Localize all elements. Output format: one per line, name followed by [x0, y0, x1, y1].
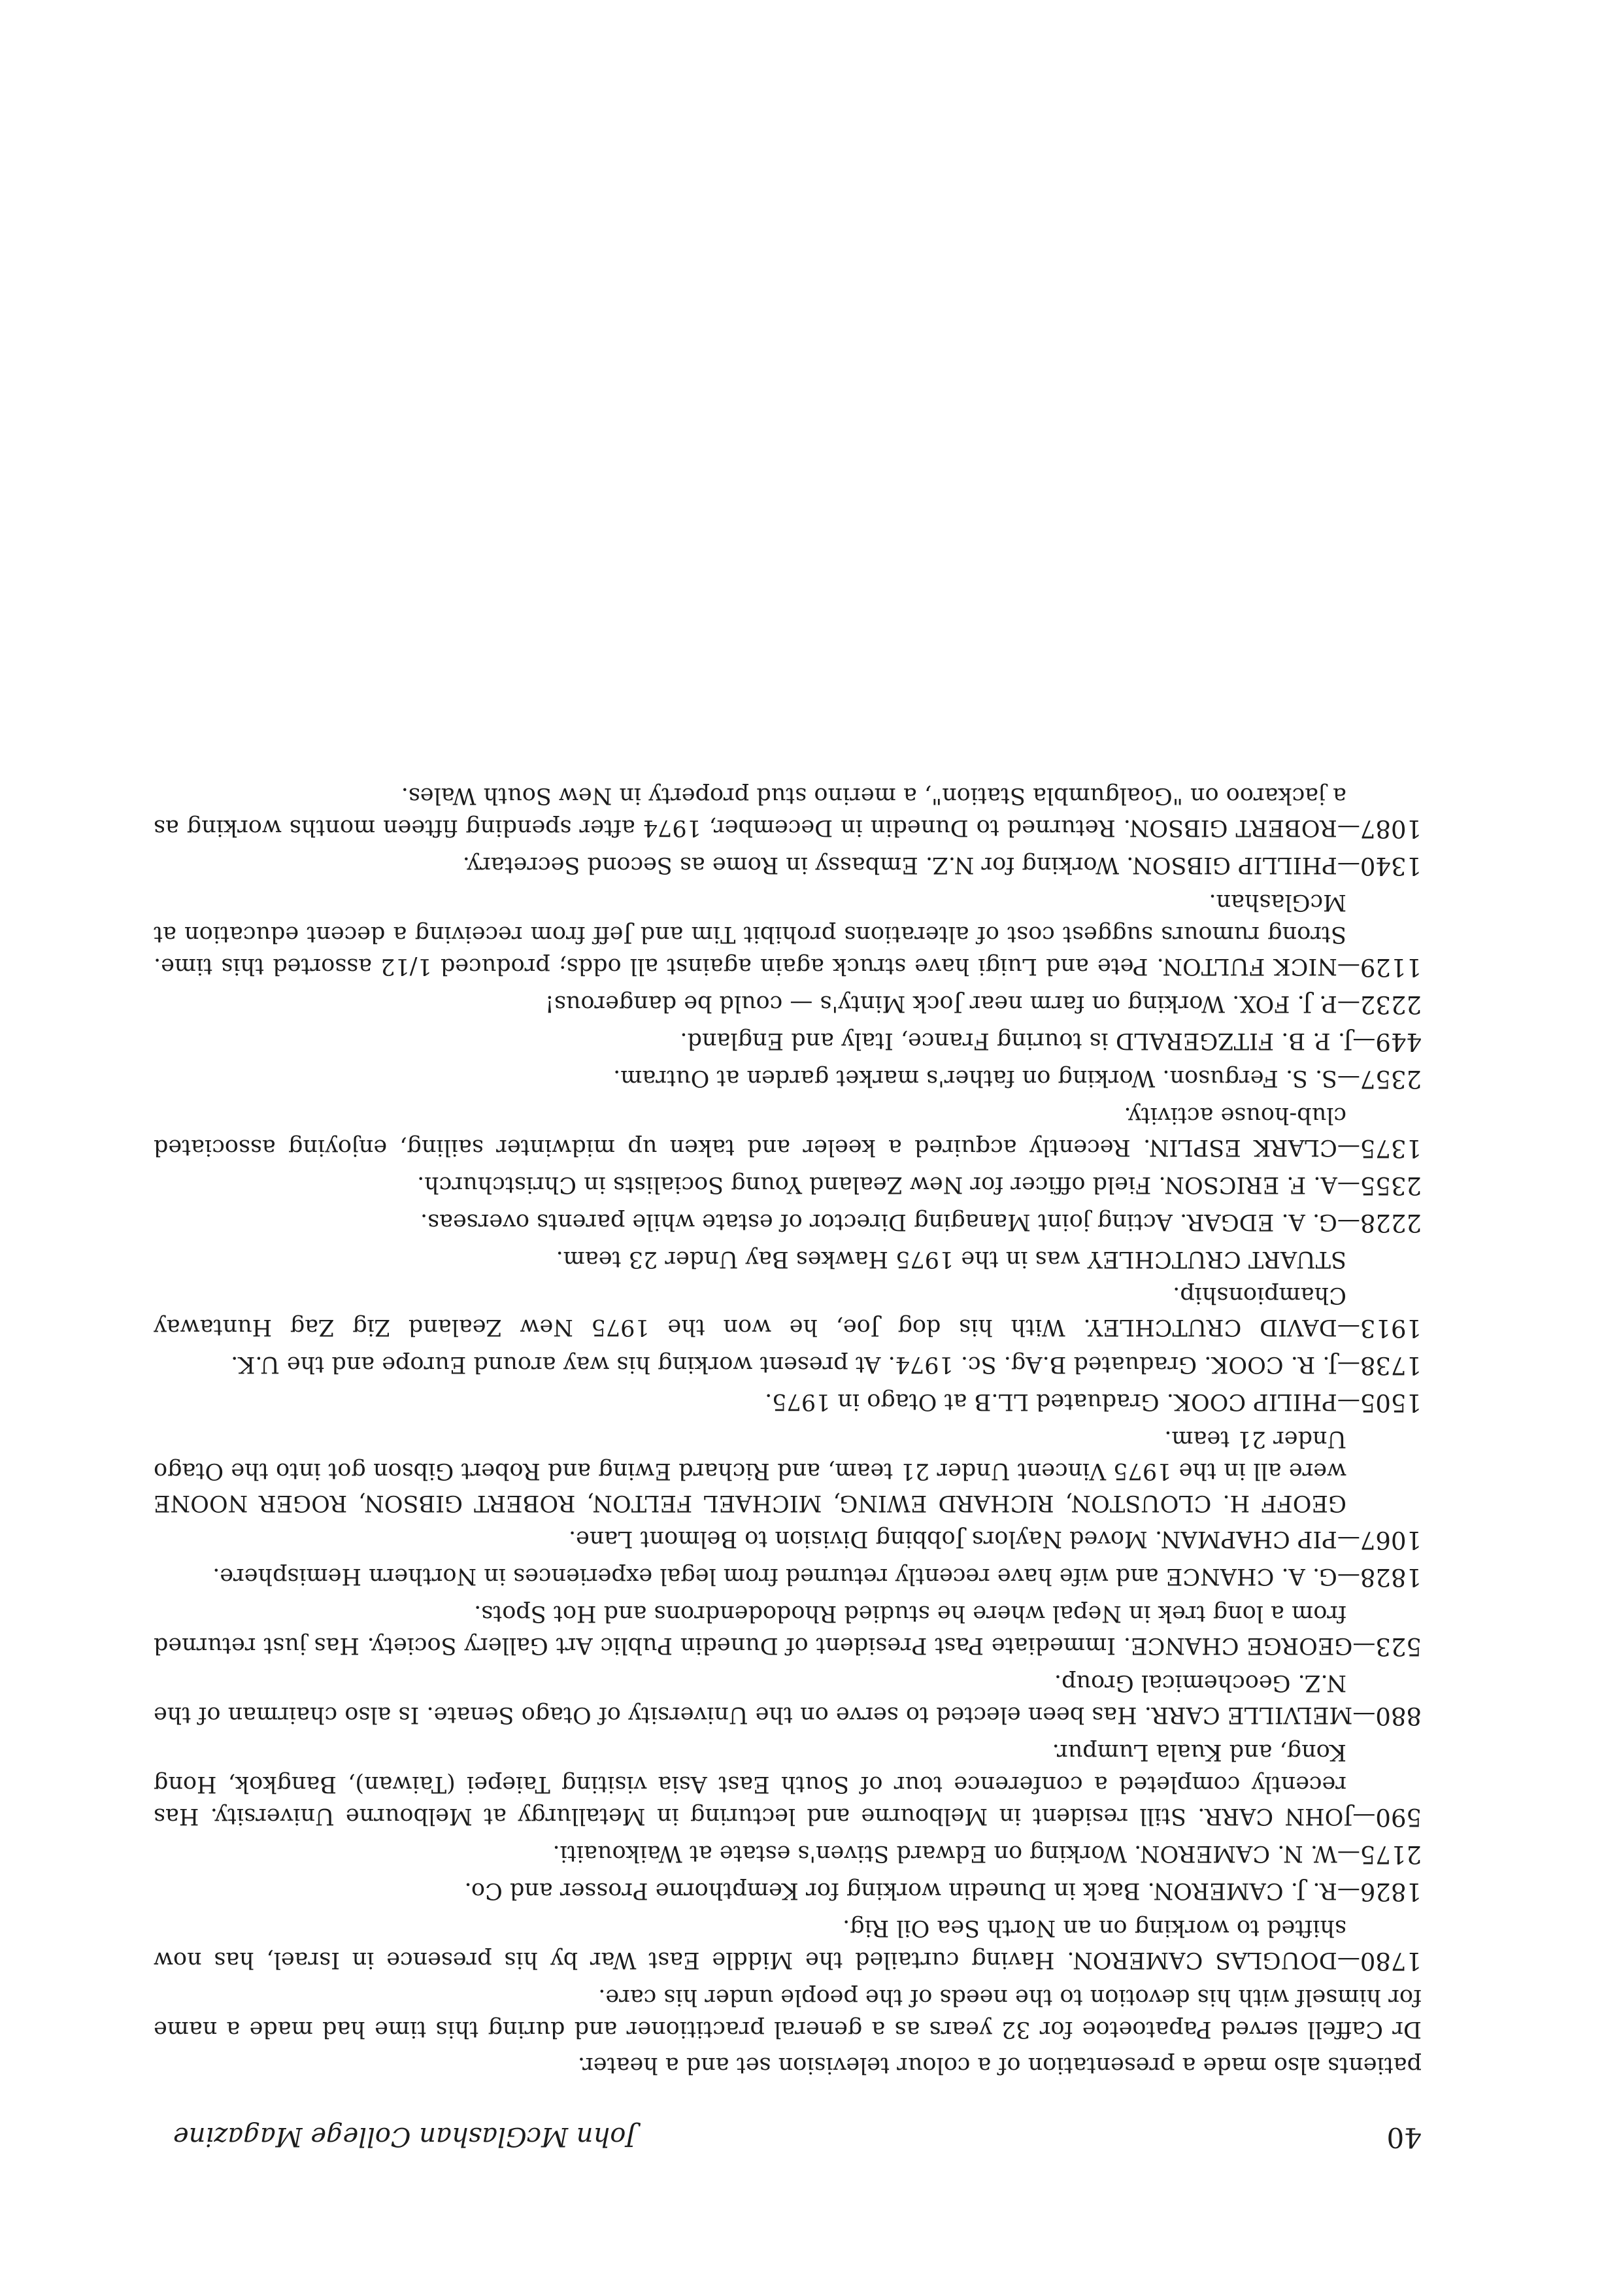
entry-text: W. N. CAMERON. Working on Edward Stiven's estate at Waikouaiti. — [552, 1840, 1337, 1866]
entry-number: 1828 — [1360, 1563, 1422, 1591]
entry-number: 2175 — [1360, 1840, 1422, 1868]
alumni-entry: 2232—P. J. FOX. Working on farm near Jock Minty's — could be dangerous! — [544, 990, 1422, 1019]
alumni-entry: 1340—PHILLIP GIBSON. Working for N.Z. Embassy in Rome as Second Secretary. — [462, 852, 1422, 880]
rugby-note: GEOFF H. CLOUSTON, RICHARD EWING, MICHAEL FELTON, ROBERT GIBSON, ROGER NOONE were all in the 1975 Vincent Under 21 team, and Richard Ewing and Robert Gibson got into the Otago Under 21 team. — [154, 1426, 1346, 1516]
alumni-entry: 1826—R. J. CAMERON. Back in Dunedin working for Kempthorne Prosser and Co. — [464, 1878, 1422, 1906]
entry-text: A. F. ERICSON. Field officer for New Zealand Young Socialists in Christchurch. — [417, 1172, 1337, 1198]
alumni-entry: 1913—DAVID CRUTCHLEY. With his dog Joe, he won the 1975 New Zealand Zig Zag Huntaway Championship. — [154, 1282, 1422, 1342]
entry-number: 2355 — [1360, 1172, 1422, 1200]
entry-number: 1087 — [1360, 815, 1422, 843]
alumni-entry: 449—J. P. B. FITZGERALD is touring France, Italy and England. — [680, 1028, 1422, 1056]
entry-number: 880 — [1375, 1702, 1422, 1730]
alumni-entry: 2228—G. A. EDGAR. Acting joint Managing Director of estate while parents overseas. — [420, 1209, 1422, 1237]
entry-text: J. R. COOK. Graduated B.Ag. Sc. 1974. At present working his way around Europe and the U.K. — [231, 1351, 1337, 1377]
entry-number: 1913 — [1360, 1314, 1422, 1342]
entry-text: DOUGLAS CAMERON. Having curtailed the Middle East War by his presence in Israel, has now shifted to working on an North Sea Oil Rig. — [154, 1915, 1346, 1973]
running-head — [154, 2120, 1422, 2153]
entry-number: 449 — [1375, 1028, 1422, 1056]
entry-text: NICK FULTON. Pete and Luigi have struck again against all odds; produced 1/12 assorted this time. Strong rumours suggest cost of alterations prohibit Tim and Jeff from receiving a decent education at McGlashan. — [154, 889, 1346, 979]
alumni-entry: 2175—W. N. CAMERON. Working on Edward Stiven's estate at Waikouaiti. — [552, 1840, 1422, 1868]
entry-number: 1780 — [1360, 1947, 1422, 1975]
entry-text: J. P. B. FITZGERALD is touring France, Italy and England. — [680, 1028, 1353, 1054]
crutchley-note: STUART CRUTCHLEY was in the 1975 Hawkes Bay Under 23 team. — [556, 1246, 1346, 1272]
intro-paragraph: patients also made a presentation of a colour television set and a heater. — [577, 2052, 1422, 2078]
entry-text: JOHN CARR. Still resident in Melbourne and lecturing in Metallurgy at Melbourne University. Has recently completed a conference tour of South East Asia visiting Taiepei (Taiwan), Bangkok, Hong Kong, and Kuala Lumpur. — [154, 1739, 1353, 1829]
intro-paragraph: Dr Caffell served Papatoetoe for 32 years as a general practitioner and during this time had made a name for himself with his devotion to the needs of the people under his care. — [154, 1984, 1422, 2042]
alumni-entry: 1780—DOUGLAS CAMERON. Having curtailed the Middle East War by his presence in Israel, has now shifted to working on an North Sea Oil Rig. — [154, 1915, 1422, 1975]
alumni-entry: 590—JOHN CARR. Still resident in Melbourne and lecturing in Metallurgy at Melbourne University. Has recently completed a conference tour of South East Asia visiting Taiepei (Taiwan), Bangkok, Hong Kong, and Kuala Lumpur. — [154, 1739, 1422, 1831]
entry-text: PIP CHAPMAN. Moved Naylors Jobbing Division to Belmont Lane. — [568, 1526, 1337, 1552]
entry-number: 1738 — [1360, 1351, 1422, 1379]
entry-text: DAVID CRUTCHLEY. With his dog Joe, he won the 1975 New Zealand Zig Zag Huntaway Championship. — [154, 1282, 1346, 1340]
entry-text: G. A. EDGAR. Acting joint Managing Director of estate while parents overseas. — [420, 1209, 1337, 1235]
entry-text: MELVILLE CARR. Has been elected to serve on the University of Otago Senate. Is also chairman of the N.Z. Geochemical Group. — [154, 1670, 1353, 1728]
alumni-entry: 1375—CLARK ESPLIN. Recently acquired a keeler and taken up midwinter sailing, enjoying associated club-house activity. — [154, 1102, 1422, 1162]
entry-text: GEORGE CHANCE. Immediate Past President of Dunedin Public Art Gallery Society. Has just returned from a long trek in Nepal where he studied Rhododendrons and Hot Spots. — [154, 1600, 1353, 1659]
entry-text: S. S. Ferguson. Working on father's market garden at Outram. — [613, 1065, 1337, 1091]
entry-number: 1826 — [1360, 1878, 1422, 1906]
entry-number: 1505 — [1360, 1389, 1422, 1417]
alumni-entry: 523—GEORGE CHANCE. Immediate Past President of Dunedin Public Art Gallery Society. Has just returned from a long trek in Nepal where he studied Rhododendrons and Hot Spots. — [154, 1600, 1422, 1661]
alumni-entry: 1505—PHILIP COOK. Graduated LL.B at Otago in 1975. — [765, 1389, 1422, 1417]
magazine-title: John McGlashan College Magazine — [173, 2121, 637, 2152]
alumni-entry: 1087—ROBERT GIBSON. Returned to Dunedin in December, 1974 after spending fifteen months working as a jackaroo on "Goalgumbla Station", a merino stud property in New South Wales. — [154, 783, 1422, 843]
entry-text: CLARK ESPLIN. Recently acquired a keeler and taken up midwinter sailing, enjoying associated club-house activity. — [154, 1102, 1346, 1160]
alumni-entry: 1828—G. A. CHANCE and wife have recently returned from legal experiences in Northern Hemisphere. — [212, 1563, 1422, 1591]
entry-text: PHILLIP GIBSON. Working for N.Z. Embassy in Rome as Second Secretary. — [462, 852, 1337, 878]
entry-number: 1129 — [1360, 953, 1422, 981]
entry-text: ROBERT GIBSON. Returned to Dunedin in December, 1974 after spending fifteen months working as a jackaroo on "Goalgumbla Station", a merino stud property in New South Wales. — [154, 783, 1346, 841]
entry-text: PHILIP COOK. Graduated LL.B at Otago in 1975. — [765, 1389, 1337, 1415]
entry-number: 2232 — [1360, 990, 1422, 1019]
entry-number: 1340 — [1360, 852, 1422, 880]
alumni-entry: 1067—PIP CHAPMAN. Moved Naylors Jobbing Division to Belmont Lane. — [568, 1526, 1422, 1554]
entry-number: 590 — [1375, 1803, 1422, 1831]
alumni-entry: 880—MELVILLE CARR. Has been elected to serve on the University of Otago Senate. Is also chairman of the N.Z. Geochemical Group. — [154, 1670, 1422, 1730]
entry-text: R. J. CAMERON. Back in Dunedin working for Kempthorne Prosser and Co. — [464, 1878, 1337, 1904]
entry-number: 523 — [1375, 1632, 1422, 1661]
entry-number: 1375 — [1360, 1134, 1422, 1162]
entry-number: 1067 — [1360, 1526, 1422, 1554]
page-number: 40 — [1386, 2121, 1422, 2153]
alumni-entry: 1738—J. R. COOK. Graduated B.Ag. Sc. 1974. At present working his way around Europe and the U.K. — [231, 1351, 1422, 1379]
entry-text: P. J. FOX. Working on farm near Jock Minty's — could be dangerous! — [544, 990, 1337, 1017]
entry-number: 2228 — [1360, 1209, 1422, 1237]
entry-text: G. A. CHANCE and wife have recently returned from legal experiences in Northern Hemisphere. — [212, 1563, 1337, 1589]
alumni-entry: 2357—S. S. Ferguson. Working on father's market garden at Outram. — [613, 1065, 1422, 1093]
alumni-entry: 2355—A. F. ERICSON. Field officer for New Zealand Young Socialists in Christchurch. — [417, 1172, 1422, 1200]
page-content — [154, 775, 1422, 2153]
alumni-entry: 1129—NICK FULTON. Pete and Luigi have struck again against all odds; produced 1/12 assorted this time. Strong rumours suggest cost of alterations prohibit Tim and Jeff from receiving a decent education at McGlashan. — [154, 889, 1422, 981]
entry-number: 2357 — [1360, 1065, 1422, 1093]
